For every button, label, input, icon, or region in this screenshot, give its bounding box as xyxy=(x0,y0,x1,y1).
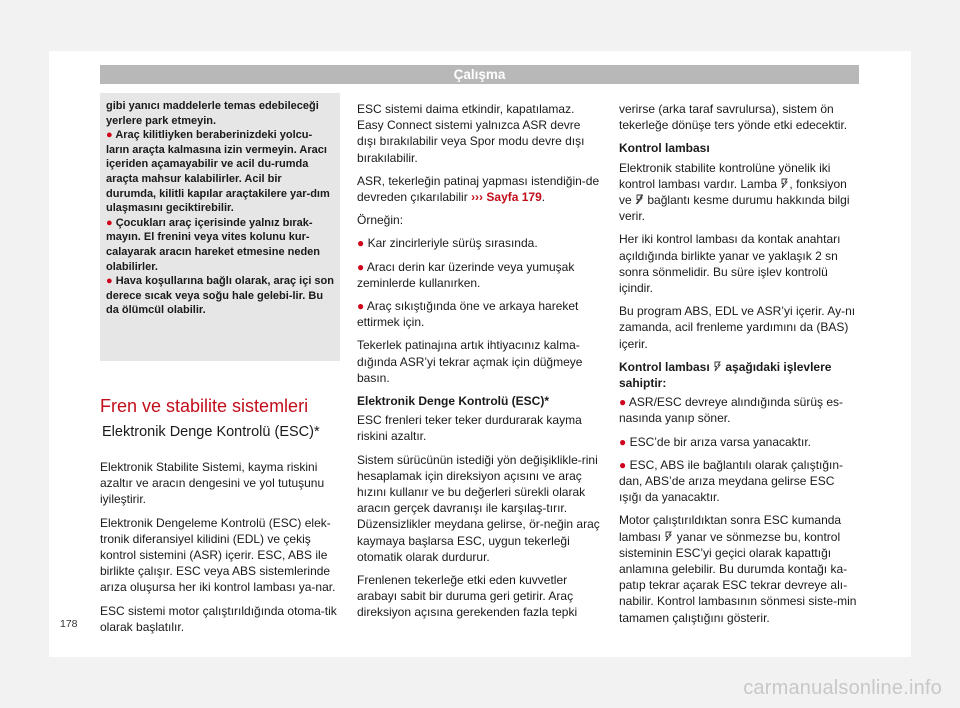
bullet-icon: ● xyxy=(357,259,365,274)
paragraph: ESC sistemi motor çalıştırıldığında otoma-tik olarak başlatılır. xyxy=(100,603,337,634)
bullet-icon: ● xyxy=(619,434,627,449)
list-item: ● ESC, ABS ile bağlantılı olarak çalıştığın-dan, ABS’de arıza meydana gelirse ESC ışığı da yanacaktır. xyxy=(619,457,844,505)
bullet-icon: ● xyxy=(106,216,113,229)
examples-label: Örneğin: xyxy=(357,213,404,228)
list-item: ● ESC’de bir arıza varsa yanacaktır. xyxy=(619,434,812,449)
esc-warning-lamp-icon xyxy=(713,361,722,372)
bullet-icon: ● xyxy=(357,299,365,314)
warning-item: ● Çocukları araç içerisinde yalnız bırak-mayın. El frenini veya vites kolunu kur-calayarak aracın hareket etmesine neden olabilirler. xyxy=(106,216,321,273)
warning-box xyxy=(100,93,340,361)
page-header: Çalışma xyxy=(100,65,859,84)
paragraph: ESC frenleri teker teker durdurarak kayma riskini azaltır. xyxy=(357,413,582,444)
paragraph: Her iki kontrol lambası da kontak anahtarı açıldığında birlikte yanar ve yaklaşık 2 sn sonra sönmelidir. Bu süre işlev kontrolü içindir. xyxy=(619,232,841,296)
list-item: ● Araç sıkıştığında öne ve arkaya hareket ettirmek için. xyxy=(357,299,579,330)
column-3 xyxy=(619,101,859,633)
page-number: 178 xyxy=(60,618,78,630)
list-item: ● Kar zincirleriyle sürüş sırasında. xyxy=(357,236,538,251)
page-reference-link[interactable]: ››› Sayfa 179 xyxy=(471,190,542,205)
heading: Elektronik Denge Kontrolü (ESC)* xyxy=(357,394,550,409)
bullet-icon: ● xyxy=(619,457,627,472)
subsection-title: Elektronik Denge Kontrolü (ESC)* xyxy=(102,424,320,440)
paragraph: Bu program ABS, EDL ve ASR’yi içerir. Ay-nı zamanda, acil frenleme yardımını da (BAS) içerir. xyxy=(619,304,856,351)
bullet-icon: ● xyxy=(106,129,113,142)
heading: Kontrol lambası xyxy=(619,141,710,156)
paragraph: Sistem sürücünün istediği yön değişiklikle-rini hesaplamak için direksiyon açısını ve araç hızını kullanır ve bu değerleri sürekli olarak aracın gerçek davranışı ile karşılaş-tırır. Düzensizlikler meydana gelirse, ör-neğin araç kaymaya başlarsa ESC, uygun tekerleği otomatik olarak durdurur. xyxy=(357,452,600,564)
paragraph: Tekerlek patinajına artık ihtiyacınız kalma-dığında ASR’yi tekrar açmak için düğmeye basın. xyxy=(357,338,583,385)
bullet-icon: ● xyxy=(619,395,627,410)
paragraph: verirse (arka taraf savrulursa), sistem ön tekerleğe dönüşe ters yönde etki edecektir. xyxy=(619,102,848,133)
list-item: ● ASR/ESC devreye alındığında sürüş es-nasında yanıp söner. xyxy=(619,395,844,426)
paragraph: Frenlenen tekerleğe etki eden kuvvetler arabayı sabit bir duruma geri getirir. Araç direksiyon açısına gerekenden fazla tepki xyxy=(357,573,578,620)
list-item: ● Aracı derin kar üzerinde veya yumuşak zeminlerde kullanırken. xyxy=(357,259,575,290)
paragraph: Motor çalıştırıldıktan sonra ESC kumanda lambası yanar ve sönmezse bu, kontrol sisteminin ESC’yi geçici olarak kapattığı anlamına gelebilir. Bu durumda kontağı ka-patıp tekrar açarak ESC tekrar devreye alı-nabilir. Kontrol lambasının sönmesi siste-min tamamen çalıştığını gösterir. xyxy=(619,513,857,625)
watermark: carmanualsonline.info xyxy=(743,677,942,699)
paragraph: ASR, tekerleğin patinaj yapması istendiğin-de devreden çıkarılabilir ››› Sayfa 179. xyxy=(357,173,600,205)
column-1 xyxy=(100,93,340,642)
warning-item: ● Hava koşullarına bağlı olarak, araç içi son derece sıcak veya soğu hale gelebi-lir. Bu da ölümcül olabilir. xyxy=(106,275,334,317)
paragraph: Elektronik stabilite kontrolüne yönelik iki kontrol lambası vardır. Lamba , fonksiyon ve bağlantı kesme durumu hakkında bilgi verir. xyxy=(619,160,850,224)
heading: Kontrol lambası aşağıdaki işlevlere sahiptir: xyxy=(619,359,832,391)
section-title: Fren ve stabilite sistemleri xyxy=(100,396,309,416)
column-2 xyxy=(357,101,602,628)
warning-item: ● Araç kilitliyken beraberinizdeki yolcu-ların araçta kalmasına izin vermeyin. Aracı içeriden açamayabilir ve acil du-rumda araçta mahsur kalabilirler. Acil bir durumda, kilitli kapılar araçtakilere yar-dım ulaşmasını geciktirebilir. xyxy=(106,129,330,215)
esc-warning-lamp-icon xyxy=(780,178,789,189)
paragraph: Elektronik Stabilite Sistemi, kayma riskini azaltır ve aracın dengesini ve yol tutuşunu iyileştirir. xyxy=(100,460,325,507)
bullet-icon: ● xyxy=(357,236,365,251)
bullet-icon: ● xyxy=(106,275,113,288)
esc-warning-lamp-icon xyxy=(664,531,673,542)
esc-off-lamp-icon xyxy=(635,194,644,205)
warning-intro: gibi yanıcı maddelerle temas edebileceği yerlere park etmeyin. xyxy=(106,100,319,127)
arrow-icon: ››› xyxy=(471,190,484,205)
paragraph: Elektronik Dengeleme Kontrolü (ESC) elek-tronik diferansiyel kilidini (EDL) ve çekiş kontrol sistemini (ASR) içerir. ESC, ABS ile birlikte çalışır. ESC veya ABS sistemlerinde arıza oluşursa her iki kontrol lambası ya-nar. xyxy=(100,515,336,595)
paragraph: ESC sistemi daima etkindir, kapatılamaz. Easy Connect sistemi yalnızca ASR devre dışı bırakılabilir veya Spor modu devre dışı bırakılabilir. xyxy=(357,102,585,165)
